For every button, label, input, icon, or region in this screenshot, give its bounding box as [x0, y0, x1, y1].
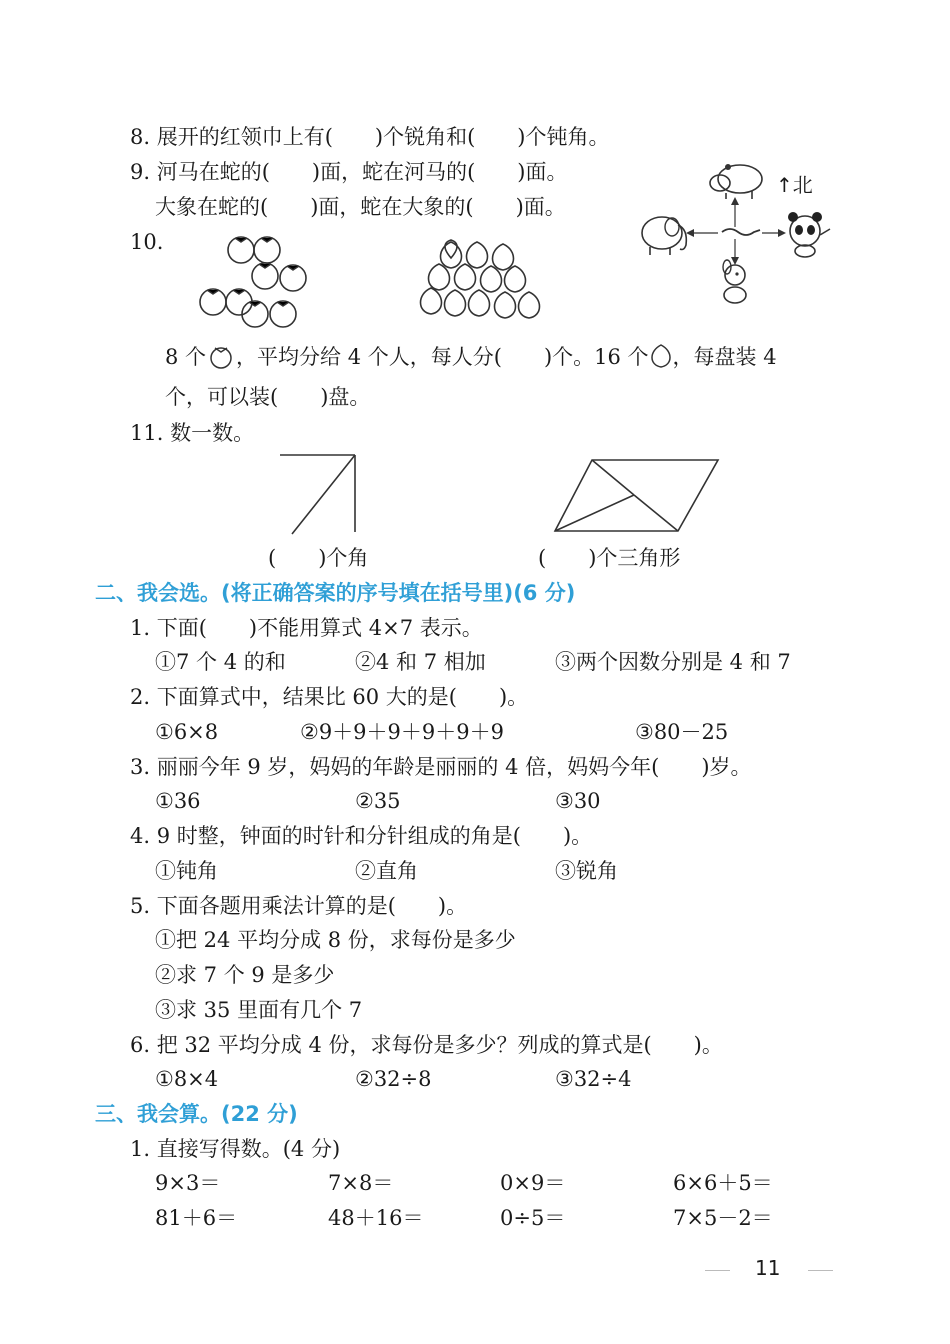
page-number: 11: [755, 1256, 781, 1280]
s2-q2-option-2: ②9＋9＋9＋9＋9＋9: [300, 720, 504, 744]
s2-q3-option-3: ③30: [555, 789, 601, 813]
s2-question-3: 3. 丽丽今年 9 岁，妈妈的年龄是丽丽的 4 倍，妈妈今年( )岁。: [130, 755, 752, 779]
question-11: 11. 数一数。: [130, 421, 255, 445]
s2-q5-option-3: ③求 35 里面有几个 7: [155, 998, 363, 1022]
s2-q4-option-3: ③锐角: [555, 859, 618, 883]
calc-r1-c3: 0×9＝: [500, 1171, 566, 1195]
footer-rule-left: [705, 1270, 730, 1271]
question-10-line-1: [165, 342, 777, 372]
calc-r2-c2: 48＋16＝: [328, 1206, 424, 1230]
s2-question-5: 5. 下面各题用乘法计算的是( )。: [130, 894, 468, 918]
peach-icon: [649, 343, 673, 369]
q11-answer-angles: ( )个角: [268, 546, 369, 570]
calc-r1-c1: 9×3＝: [155, 1171, 221, 1195]
s2-q5-option-1: ①把 24 平均分成 8 份，求每份是多少: [155, 928, 516, 952]
s2-q6-option-1: ①8×4: [155, 1067, 219, 1091]
question-10-number: 10.: [130, 230, 164, 254]
calc-r2-c3: 0÷5＝: [500, 1206, 566, 1230]
hippo-icon: [710, 164, 762, 199]
s2-question-2: 2. 下面算式中，结果比 60 大的是( )。: [130, 685, 529, 709]
snake-icon: [722, 229, 760, 235]
angle-figure: [270, 450, 370, 540]
question-9-line-2: 大象在蛇的( )面，蛇在大象的( )面。: [155, 195, 566, 219]
question-10-line-2: 个，可以装( )盘。: [165, 385, 371, 409]
s2-q3-option-1: ①36: [155, 789, 201, 813]
s2-q1-option-3: ③两个因数分别是 4 和 7: [555, 650, 791, 674]
s2-q2-option-3: ③80－25: [635, 720, 729, 744]
s2-q2-option-1: ①6×8: [155, 720, 219, 744]
dog-icon: [723, 260, 746, 303]
s2-q6-option-3: ③32÷4: [555, 1067, 632, 1091]
north-label: ↑北: [776, 173, 813, 197]
s2-question-1: 1. 下面( )不能用算式 4×7 表示。: [130, 616, 483, 640]
s2-q4-option-1: ①钝角: [155, 859, 218, 883]
section-3-heading: 三、我会算。(22 分): [95, 1102, 298, 1126]
s2-q3-option-2: ②35: [355, 789, 401, 813]
peaches-illustration: [415, 238, 550, 333]
s2-question-4: 4. 9 时整，钟面的时针和分针组成的角是( )。: [130, 824, 593, 848]
q10-part-b: ，平均分给 4 个人，每人分( )个。16 个: [236, 345, 649, 369]
s2-q1-option-1: ①7 个 4 的和: [155, 650, 286, 674]
q10-part-c: ，每盘装 4: [672, 345, 777, 369]
panda-icon: [788, 212, 830, 257]
s2-q1-option-2: ②4 和 7 相加: [355, 650, 486, 674]
s2-q6-option-2: ②32÷8: [355, 1067, 432, 1091]
calc-r2-c1: 81＋6＝: [155, 1206, 238, 1230]
question-8: 8. 展开的红领巾上有( )个锐角和( )个钝角。: [130, 125, 610, 149]
calc-r2-c4: 7×5－2＝: [673, 1206, 773, 1230]
s2-q4-option-2: ②直角: [355, 859, 418, 883]
s2-q5-option-2: ②求 7 个 9 是多少: [155, 963, 335, 987]
tomatoes-illustration: [195, 230, 315, 330]
q10-part-a: 8 个: [165, 345, 207, 369]
parallelogram-figure: [550, 455, 725, 535]
tomato-icon: [206, 343, 236, 369]
section-2-heading: 二、我会选。(将正确答案的序号填在括号里)(6 分): [95, 581, 576, 605]
question-9-line-1: 9. 河马在蛇的( )面，蛇在河马的( )面。: [130, 160, 568, 184]
s3-question-1: 1. 直接写得数。(4 分): [130, 1137, 341, 1161]
q11-answer-triangles: ( )个三角形: [538, 546, 681, 570]
calc-r1-c4: 6×6＋5＝: [673, 1171, 773, 1195]
footer-rule-right: [808, 1270, 833, 1271]
s2-question-6: 6. 把 32 平均分成 4 份，求每份是多少？列成的算式是( )。: [130, 1033, 723, 1057]
calc-r1-c2: 7×8＝: [328, 1171, 394, 1195]
elephant-icon: [642, 217, 686, 255]
